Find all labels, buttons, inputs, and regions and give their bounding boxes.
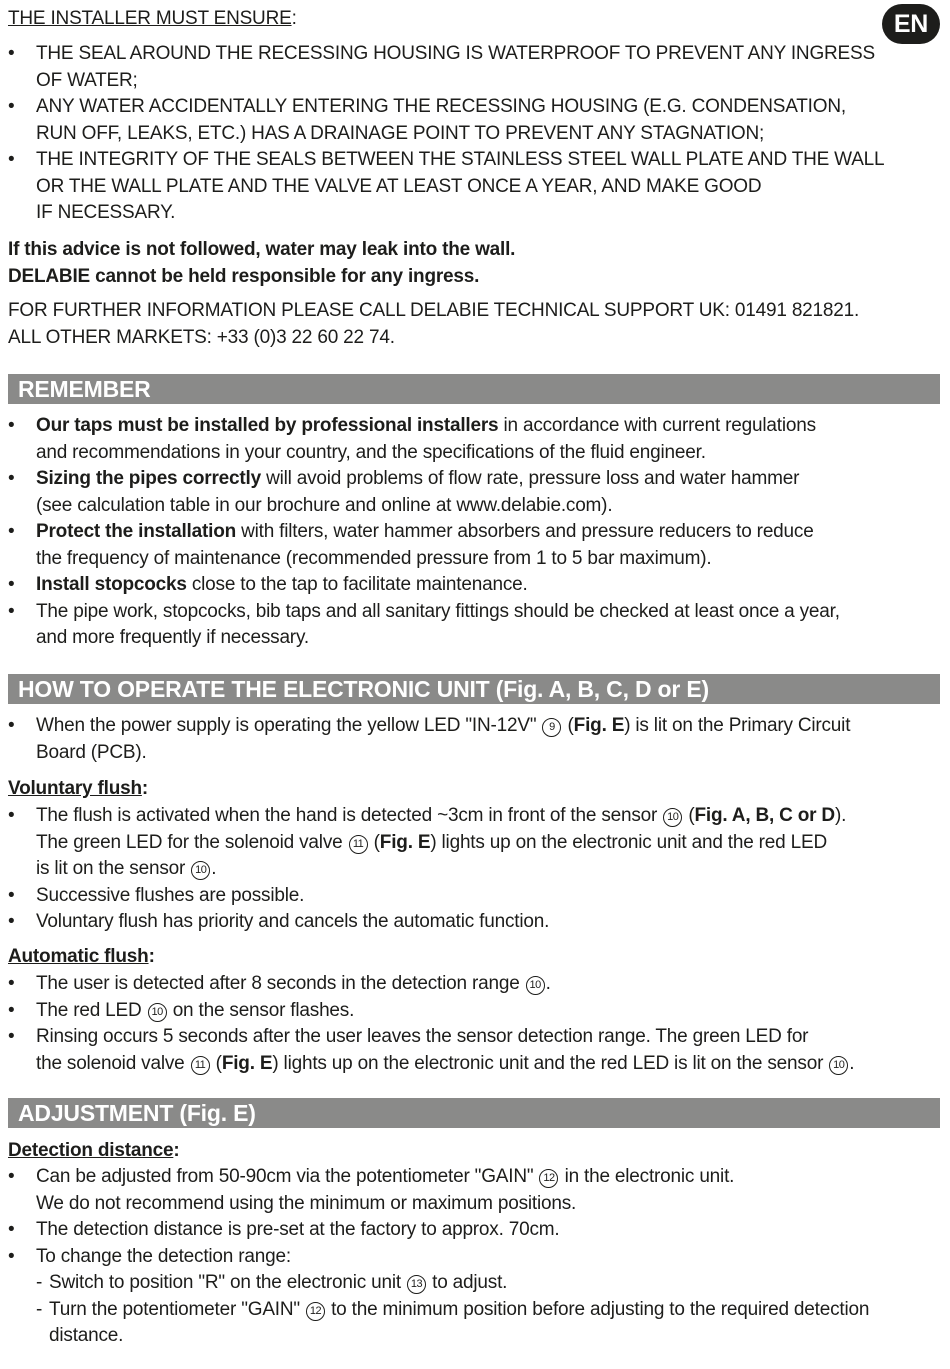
list-item: • The flush is activated when the hand is detected ~3cm in front of the sensor 10 (Fig. A, B, C or D). The green LED for the solenoid valve 11 (Fig. E) lights up on the electronic unit and the red LED is lit on the sensor 10 . <box>8 803 940 883</box>
list-item: • Install stopcocks close to the tap to facilitate maintenance. <box>8 572 940 599</box>
list-item: • Voluntary flush has priority and cancels the automatic function. <box>8 909 940 936</box>
callout-11: 11 <box>191 1056 210 1075</box>
list-item: • Successive flushes are possible. <box>8 883 940 910</box>
callout-13: 13 <box>407 1275 426 1294</box>
list-item: • When the power supply is operating the yellow LED "IN-12V" 9 (Fig. E) is lit on the Primary Circuit Board (PCB). <box>8 713 940 766</box>
installer-list <box>8 41 940 227</box>
voluntary-list <box>8 803 940 936</box>
list-item: • Our taps must be installed by professional installers in accordance with current regulations and recommendations in your country, and the specifications of the fluid engineer. <box>8 413 940 466</box>
language-badge: EN <box>882 4 940 44</box>
operate-title: HOW TO OPERATE THE ELECTRONIC UNIT (Fig. A, B, C, D or E) <box>8 674 940 704</box>
callout-9: 9 <box>542 718 561 737</box>
callout-10: 10 <box>663 808 682 827</box>
installer-section <box>8 6 297 33</box>
list-item: • The detection distance is pre-set at the factory to approx. 70cm. <box>8 1217 943 1244</box>
list-item: - Switch to position "R" on the electronic unit 13 to adjust. <box>36 1270 943 1297</box>
callout-12: 12 <box>539 1169 558 1188</box>
list-item: • The red LED 10 on the sensor flashes. <box>8 998 940 1025</box>
automatic-list <box>8 971 940 1077</box>
installer-heading: THE INSTALLER MUST ENSURE: <box>8 8 297 29</box>
callout-10: 10 <box>191 861 210 880</box>
list-item: • THE SEAL AROUND THE RECESSING HOUSING IS WATERPROOF TO PREVENT ANY INGRESS OF WATER; <box>8 41 940 94</box>
callout-12: 12 <box>306 1302 325 1321</box>
detection-heading: Detection distance: <box>8 1140 180 1161</box>
adjustment-title: ADJUSTMENT (Fig. E) <box>8 1098 940 1128</box>
warning-text: If this advice is not followed, water may leak into the wall. DELABIE cannot be held responsible for any ingress. <box>8 239 516 287</box>
remember-list <box>8 413 940 652</box>
list-item: • Rinsing occurs 5 seconds after the user leaves the sensor detection range. The green LED for the solenoid valve 11 (Fig. E) lights up on the electronic unit and the red LED is lit on the sensor 10 . <box>8 1024 940 1077</box>
list-item: • The pipe work, stopcocks, bib taps and all sanitary fittings should be checked at least once a year, and more frequently if necessary. <box>8 599 940 652</box>
automatic-heading: Automatic flush: <box>8 946 155 967</box>
adjustment-list <box>8 1164 943 1350</box>
list-item: • To change the detection range: <box>8 1244 943 1271</box>
callout-10: 10 <box>829 1056 848 1075</box>
callout-11: 11 <box>349 835 368 854</box>
remember-title: REMEMBER <box>8 374 940 404</box>
list-item: • Protect the installation with filters, water hammer absorbers and pressure reducers to reduce the frequency of maintenance (recommended pressure from 1 to 5 bar maximum). <box>8 519 940 572</box>
voluntary-heading: Voluntary flush: <box>8 778 149 799</box>
list-item: • THE INTEGRITY OF THE SEALS BETWEEN THE STAINLESS STEEL WALL PLATE AND THE WALL OR THE WALL PLATE AND THE VALVE AT LEAST ONCE A YEAR, AND MAKE GOOD IF NECESSARY. <box>8 147 940 227</box>
callout-10: 10 <box>526 976 545 995</box>
support-info: FOR FURTHER INFORMATION PLEASE CALL DELABIE TECHNICAL SUPPORT UK: 01491 821821. ALL OTHER MARKETS: +33 (0)3 22 60 22 74. <box>8 300 860 348</box>
list-item: • Can be adjusted from 50-90cm via the potentiometer "GAIN" 12 in the electronic unit. We do not recommend using the minimum or maximum positions. <box>8 1164 943 1217</box>
list-item: - Turn the potentiometer "GAIN" 12 to the minimum position before adjusting to the required detection distance. <box>36 1297 943 1350</box>
list-item: • Sizing the pipes correctly will avoid problems of flow rate, pressure loss and water hammer (see calculation table in our brochure and online at www.delabie.com). <box>8 466 940 519</box>
list-item: • ANY WATER ACCIDENTALLY ENTERING THE RECESSING HOUSING (E.G. CONDENSATION, RUN OFF, LEAKS, ETC.) HAS A DRAINAGE POINT TO PREVENT ANY STAGNATION; <box>8 94 940 147</box>
power-list <box>8 713 940 766</box>
callout-10: 10 <box>148 1003 167 1022</box>
list-item: • The user is detected after 8 seconds in the detection range 10 . <box>8 971 940 998</box>
